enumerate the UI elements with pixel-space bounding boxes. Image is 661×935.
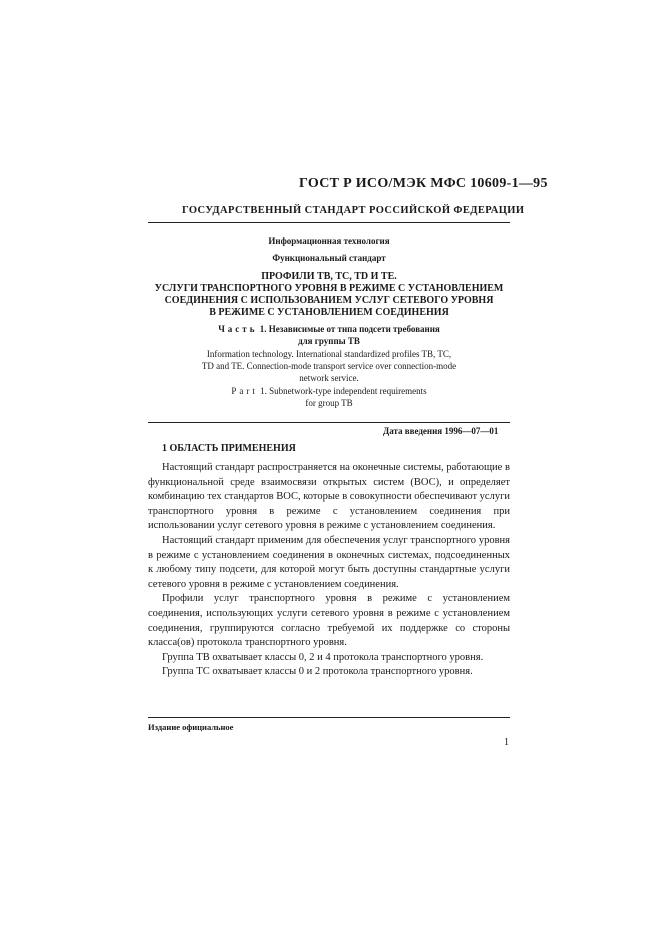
part-title-en-line1 (148, 385, 510, 397)
english-title-line: network service. (299, 373, 359, 383)
field-label: Информационная технология (268, 236, 390, 246)
title-line: СОЕДИНЕНИЯ С ИСПОЛЬЗОВАНИЕМ УСЛУГ СЕТЕВОГО УРОВНЯ (164, 295, 494, 306)
paragraph: Настоящий стандарт распространяется на оконечные системы, работающие в функциональной среде взаимосвязи открытых систем (ВОС), и определяет комбинацию тех стандартов ВОС, которые в совокупности обеспечивают услуги транспортного уровня в режиме с установлением соединения при использовании услуг сетевого уровня в режиме с установлением соединения. (148, 462, 510, 532)
part-title-en (148, 385, 510, 409)
part-title-ru-line2: для группы ТВ (298, 336, 360, 346)
footer-divider (148, 717, 510, 718)
part-title-ru-line1 (148, 323, 510, 335)
paragraph: Группа ТС охватывает классы 0 и 2 протокола транспортного уровня. (162, 666, 473, 678)
standard-kind-label: Функциональный стандарт (272, 253, 386, 263)
paragraph: Профили услуг транспортного уровня в режиме с установлением соединения, использующих услуги сетевого уровня в режиме с установлением соединения, группируются согласно требуемой их поддержке со стороны класса(ов) протокола транспортного уровня. (148, 593, 510, 649)
part-en-text: 1. Subnetwork-type independent requirements (260, 386, 427, 396)
paragraph: Группа ТВ охватывает классы 0, 2 и 4 протокола транспортного уровня. (162, 651, 484, 663)
introduction-date: Дата введения 1996—07—01 (383, 426, 499, 436)
state-standard-heading: ГОСУДАРСТВЕННЫЙ СТАНДАРТ РОССИЙСКОЙ ФЕДЕРАЦИИ (182, 205, 525, 216)
page-number: 1 (504, 737, 509, 748)
title-line: В РЕЖИМЕ С УСТАНОВЛЕНИЕМ СОЕДИНЕНИЯ (209, 307, 449, 318)
part-title-ru (148, 323, 510, 347)
english-title (148, 348, 510, 384)
part-en-prefix: Part (231, 386, 258, 396)
title-line: УСЛУГИ ТРАНСПОРТНОГО УРОВНЯ В РЕЖИМЕ С УСТАНОВЛЕНИЕМ (154, 283, 504, 294)
paragraph: Настоящий стандарт применим для обеспечения услуг транспортного уровня в режиме с установлением соединения в оконечных системах, подсоединенных к любому типу подсети, для которой могут быть доступны стандартные услуги сетевого уровня в режиме с установлением соединения. (148, 534, 510, 590)
english-title-line: Information technology. International standardized profiles TB, TC, (206, 349, 452, 359)
document-title (148, 271, 510, 319)
section-body (148, 461, 510, 680)
part-ru-text: 1. Независимые от типа подсети требования (259, 324, 440, 334)
english-title-line: TD and TE. Connection-mode transport service over connection-mode (201, 361, 457, 371)
document-code: ГОСТ Р ИСО/МЭК МФС 10609-1—95 (299, 176, 548, 191)
date-divider (148, 422, 510, 423)
part-ru-prefix: Часть (218, 324, 258, 334)
edition-label: Издание официальное (148, 722, 234, 732)
part-title-en-line2: for group TB (305, 398, 353, 408)
title-line: ПРОФИЛИ ТВ, ТС, TD И ТЕ. (261, 271, 397, 282)
header-divider (148, 222, 510, 223)
section-heading: 1 ОБЛАСТЬ ПРИМЕНЕНИЯ (162, 443, 296, 454)
